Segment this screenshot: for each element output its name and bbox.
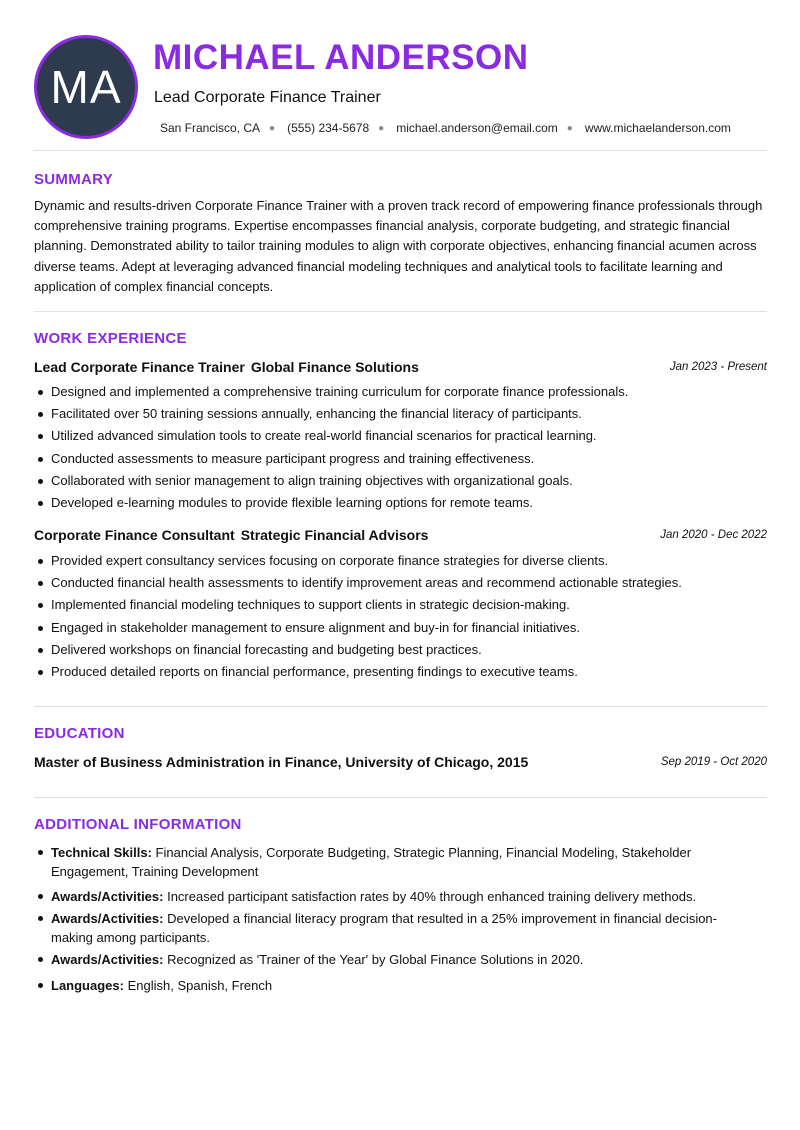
list-item — [34, 843, 744, 881]
item-label: Technical Skills: — [51, 845, 152, 860]
job-header — [34, 527, 767, 543]
job-bullets — [34, 553, 767, 686]
list-item: Designed and implemented a comprehensive training curriculum for corporate finance professionals. — [34, 384, 767, 400]
contact-phone: (555) 234-5678 — [287, 121, 370, 135]
divider — [34, 150, 767, 151]
education-degree: Master of Business Administration in Finance, University of Chicago, 2015 — [34, 754, 529, 770]
divider — [34, 311, 767, 312]
candidate-title: Lead Corporate Finance Trainer — [154, 89, 381, 106]
divider — [34, 797, 767, 798]
item-label: Awards/Activities: — [51, 889, 164, 904]
job-company: Global Finance Solutions — [250, 359, 419, 375]
item-text: Financial Analysis, Corporate Budgeting, Strategic Planning, Financial Modeling, Stakeholder Engagement, Training Development — [51, 845, 692, 879]
list-item — [34, 976, 744, 995]
item-text: Recognized as 'Trainer of the Year' by Global Finance Solutions in 2020. — [167, 952, 584, 967]
job-header — [34, 359, 767, 375]
contact-website[interactable]: www.michaelanderson.com — [584, 121, 731, 135]
list-item: Implemented financial modeling techniques to support clients in strategic decision-making. — [34, 597, 767, 613]
item-label: Languages: — [51, 978, 124, 993]
divider — [34, 706, 767, 707]
job-dates: Jan 2020 - Dec 2022 — [660, 529, 767, 541]
item-text: Developed a financial literacy program that resulted in a 25% improvement in financial decision-making among participants. — [51, 911, 717, 945]
list-item: Provided expert consultancy services focusing on corporate finance strategies for diverse clients. — [34, 553, 767, 569]
separator-dot-icon: ● — [378, 122, 385, 134]
education-dates: Sep 2019 - Oct 2020 — [660, 756, 767, 768]
job-role: Lead Corporate Finance Trainer — [34, 359, 245, 375]
list-item: Facilitated over 50 training sessions annually, enhancing the financial literacy of participants. — [34, 406, 767, 422]
job-company: Strategic Financial Advisors — [240, 527, 429, 543]
list-item: Utilized advanced simulation tools to create real-world financial scenarios for practical learning. — [34, 428, 767, 444]
list-item: Conducted financial health assessments to identify improvement areas and recommend actionable strategies. — [34, 575, 767, 591]
avatar-initials: MA — [50, 61, 122, 113]
list-item: Collaborated with senior management to align training objectives with organizational goals. — [34, 473, 767, 489]
list-item: Delivered workshops on financial forecasting and budgeting best practices. — [34, 642, 767, 658]
separator-dot-icon: ● — [269, 122, 276, 134]
avatar — [34, 35, 138, 139]
contact-location: San Francisco, CA — [160, 121, 261, 135]
education-heading: EDUCATION — [34, 725, 125, 742]
item-text: English, Spanish, French — [127, 978, 273, 993]
item-label: Awards/Activities: — [51, 952, 164, 967]
contact-row — [160, 121, 731, 135]
contact-email[interactable]: michael.anderson@email.com — [396, 121, 558, 135]
summary-heading: SUMMARY — [34, 171, 114, 188]
list-item: Engaged in stakeholder management to ensure alignment and buy-in for financial initiatives. — [34, 620, 767, 636]
list-item — [34, 909, 744, 947]
summary-text: Dynamic and results-driven Corporate Finance Trainer with a proven track record of empowering finance professionals through comprehensive training programs. Expertise encompasses financial analysis, corporate budgeting, and strategic financial planning. Demonstrated ability to tailor training modules to align with corporate objectives, enhancing financial acumen across diverse teams. Adept at leveraging advanced financial modeling techniques and analytical tools to facilitate learning and application of complex financial concepts. — [34, 198, 763, 294]
list-item: Developed e-learning modules to provide flexible learning options for remote teams. — [34, 495, 767, 511]
candidate-name: MICHAEL ANDERSON — [153, 38, 529, 77]
job-dates: Jan 2023 - Present — [669, 361, 767, 373]
additional-info-heading: ADDITIONAL INFORMATION — [34, 816, 242, 833]
item-label: Awards/Activities: — [51, 911, 164, 926]
list-item: Produced detailed reports on financial performance, presenting findings to executive teams. — [34, 664, 767, 680]
separator-dot-icon: ● — [566, 122, 573, 134]
job-bullets — [34, 384, 767, 517]
list-item — [34, 950, 744, 969]
additional-info-list — [34, 843, 744, 995]
list-item: Conducted assessments to measure participant progress and training effectiveness. — [34, 451, 767, 467]
list-item — [34, 887, 744, 906]
job-role: Corporate Finance Consultant — [34, 527, 235, 543]
item-text: Increased participant satisfaction rates by 40% through enhanced training delivery methods. — [167, 889, 697, 904]
work-experience-heading: WORK EXPERIENCE — [34, 330, 187, 347]
